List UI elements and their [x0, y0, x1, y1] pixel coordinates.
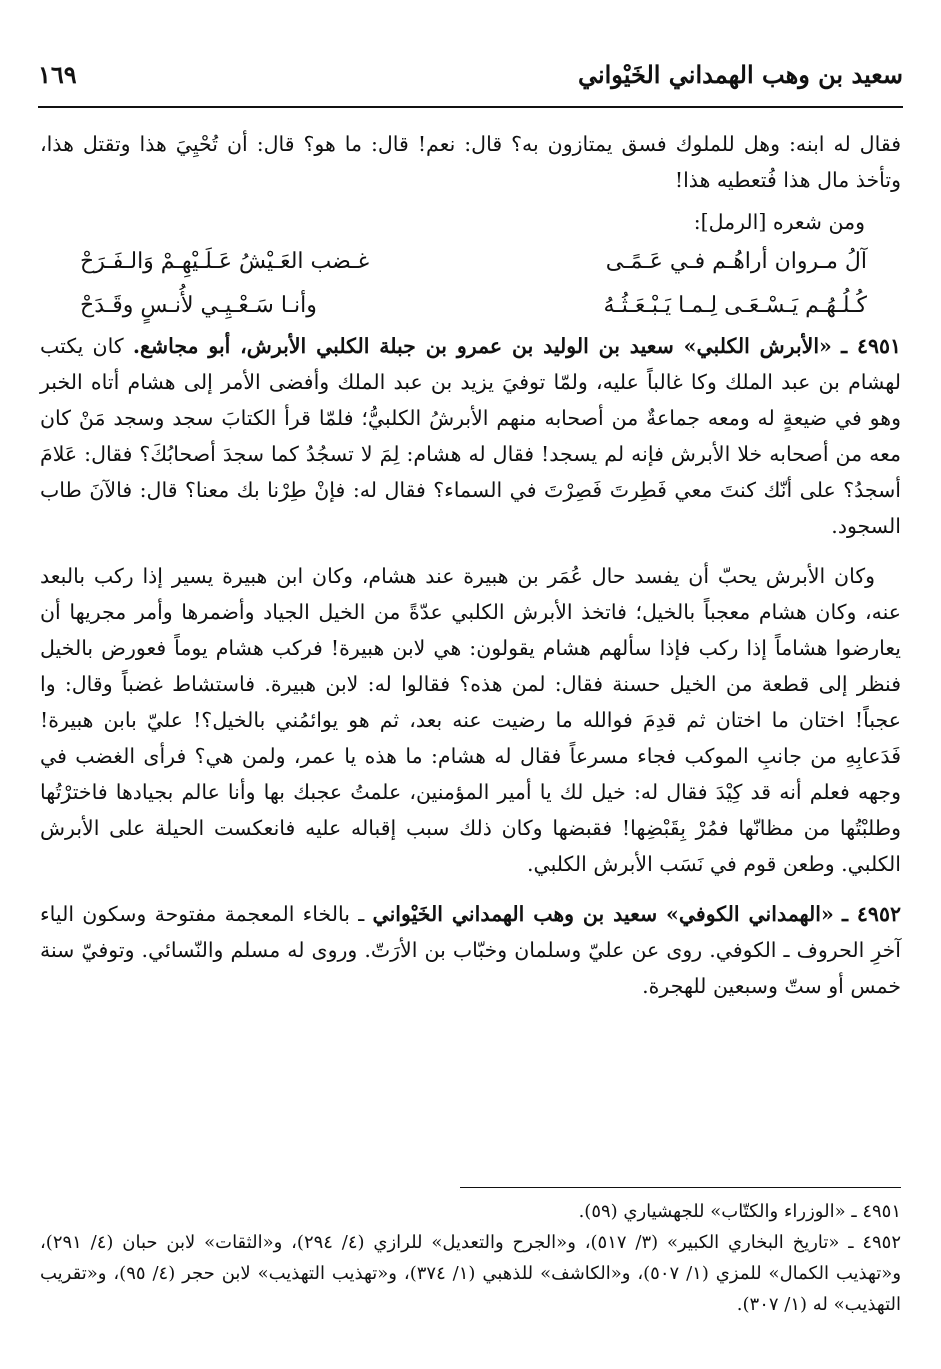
- entry-4951: [40, 328, 901, 544]
- verse-line-1: [40, 240, 901, 284]
- footnotes: [40, 1196, 901, 1320]
- page-header: [38, 52, 903, 102]
- entry-4952-number: ٤٩٥٢ ـ: [842, 902, 901, 926]
- footnote-4952: ٤٩٥٢ ـ «تاريخ البخاري الكبير» (٣/ ٥١٧)، و«الجرح والتعديل» للرازي (٤/ ٢٩٤)، و«الثقات» لابن حبان (٤/ ٢٩١)، و«تهذيب الكمال» للمزي (١/ ٥٠٧)، و«الكاشف» للذهبي (١/ ٣٧٤)، و«تهذيب التهذيب» لابن حجر (٤/ ٩٥)، و«تقريب التهذيب» له (١/ ٣٠٧).: [40, 1232, 902, 1315]
- continuation-paragraph: فقال له ابنه: وهل للملوك فسق يمتازون به؟ قال: نعم! قال: ما هو؟ قال: أن تُحْيِيَ هذا وتقتل هذا، وتأخذ مال هذا فُتعطيه هذا!: [40, 132, 901, 192]
- entry-4951-text: كان يكتب لهشام بن عبد الملك وكا غالباً عليه، ولمّا توفيَ يزيد بن عبد الملك وأفضى الأمر إلى هشام أتاه الخبر وهو في ضيعةٍ له ومعه جماعةٌ من أصحابه منهم الأبرشُ الكلبيُّ؛ فلمّا قرأ الكتابَ سجد وسجد مَنْ كان معه من أصحابه خلا الأبرش فإنه لم يسجد! فقال له هشام: لِمَ لا تسجُدُ كما سجدَ أصحابُكَ؟ فقال: عَلامَ أسجدُ؟ على أنّك كنتَ معي فَطِرتَ فَصِرْتَ في السماء؟ فقال له: فإنْ طِرْنا بك معنا؟ قال: فالآنَ طاب السجود.: [40, 334, 901, 538]
- footnote-4951: ٤٩٥١ ـ «الوزراء والكتّاب» للجهشياري (٥٩).: [578, 1201, 901, 1222]
- entry-4951-heading: «الأبرش الكلبي» سعيد بن الوليد بن عمرو بن جبلة الكلبي الأبرش، أبو مجاشع.: [132, 334, 832, 358]
- poem-intro: ومن شعره [الرمل]:: [693, 210, 865, 234]
- entry-4952-text: ـ بالخاء المعجمة مفتوحة وسكون الياء آخرِ الحروف ـ الكوفي. روى عن عليّ وسلمان وخبّاب بن الأرَتّ. وروى له مسلم والنّسائي. وتوفيّ سنة خمس أو ستّ وسبعين للهجرة.: [40, 902, 901, 998]
- verse-1-second-hemistich: غـضب العَـيْشُ عَـلَـيْهِـمْ وَالـفَـرَحْ: [80, 249, 370, 274]
- entry-4952: [40, 896, 901, 1004]
- entry-4952-heading: «الهمداني الكوفي» سعيد بن وهب الهمداني الخَيْواني: [372, 902, 834, 926]
- verse-1-first-hemistich: آلُ مـروان أراهُـم فـي عَـمًـى: [605, 249, 867, 274]
- footnote-rule: [460, 1187, 901, 1188]
- verse-2-second-hemistich: وأنـا سَـعْـيِـي لأُنـسٍ وقَـدَحْ: [80, 293, 317, 318]
- page-number: ١٦٩: [38, 60, 77, 89]
- running-title: سعيد بن وهب الهمداني الخَيْواني: [577, 60, 903, 89]
- entry-4951-paragraph-2: وكان الأبرش يحبّ أن يفسد حال عُمَر بن هبيرة عند هشام، وكان ابن هبيرة يسير إذا ركب بالبعد عنه، وكان هشام معجباً بالخيل؛ فاتخذ الأبرش الكلبي عدّةً من الخيل الجياد وأضمرها وأمر مجريها أن يعارضوا هشاماً إذا ركب فإذا سألهم هشام يقولون: هي لابن هبيرة! فركب هشام يوماً فعورض بالخيل فنظر إلى قطعة من الخيل حسنة فقال: لمن هذه؟ فقالوا له: لابن هبيرة. فاستشاط غضباً وقال: وا عجباً! اختان ما اختان ثم قدِمَ فوالله ما رضيت عنه بعد، ثم هو يوائمُني بالخيل؟! عليّ بابن هبيرة! فَدَعابِهِ من جانبِ الموكب فجاء مسرعاً فقال له هشام: ما هذه يا عمر، ولمن هي؟ فرأى الغضب في وجهه فعلم أنه قد كِيْدَ فقال له: خيل لك يا أمير المؤمنين، علمتُ عجبك بها وأنا عالم بجيادها فاخترْتُها وطلبْتُها من مظانّها فمُرْ بِقَبْضِها! فقبضها وكان ذلك سبب إقباله عليه فانعكست الحيلة على الأبرش الكلبي. وطعن قوم في نَسَب الأبرش الكلبي.: [40, 564, 901, 876]
- verse-2-first-hemistich: كُـلُـهُـم يَـسْـعَـى لِـمـا يَـبْـعَـثُـهُ: [603, 293, 867, 318]
- entry-4951-number: ٤٩٥١ ـ: [841, 334, 901, 358]
- header-rule: [38, 106, 903, 108]
- main-text: [40, 126, 901, 1004]
- verse-line-2: [40, 284, 901, 328]
